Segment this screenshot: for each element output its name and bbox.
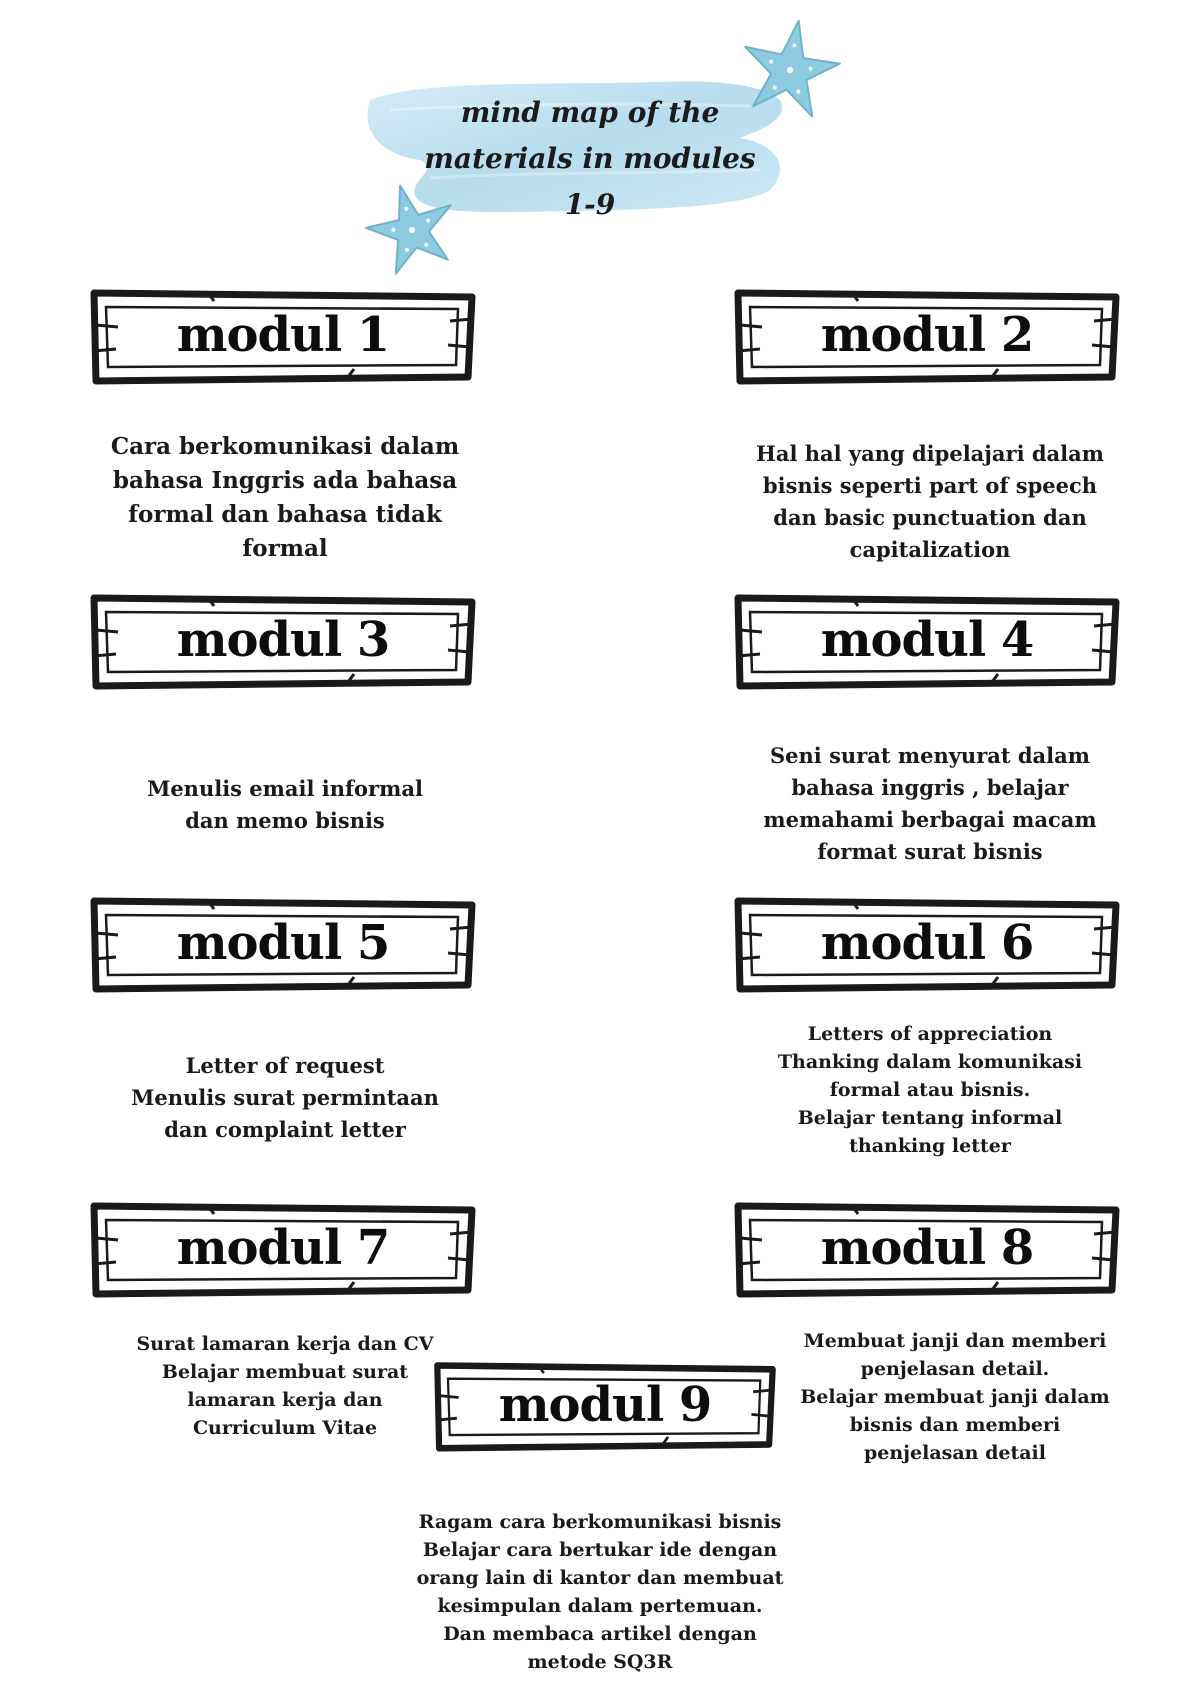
- description-line: Belajar membuat janji dalam: [800, 1386, 1110, 1408]
- description-line: lamaran kerja dan: [187, 1389, 383, 1411]
- description-line: bisnis dan memberi: [849, 1414, 1061, 1436]
- description-line: penjelasan detail.: [860, 1358, 1050, 1380]
- description-line: Belajar membuat surat: [161, 1361, 409, 1383]
- module-banner-8: [732, 1198, 1122, 1298]
- description-line: Belajar cara bertukar ide dengan: [422, 1539, 778, 1561]
- module-title: modul 4: [820, 612, 1034, 668]
- description-line: Belajar tentang informal: [797, 1107, 1063, 1129]
- module-title: modul 1: [176, 307, 390, 363]
- module-title: modul 9: [498, 1377, 712, 1433]
- description-line: Ragam cara berkomunikasi bisnis: [418, 1511, 782, 1533]
- module-title: modul 6: [820, 915, 1034, 971]
- starfish-icon: [362, 180, 462, 280]
- title-line: materials in modules: [424, 142, 756, 175]
- description-line: Surat lamaran kerja dan CV: [136, 1333, 434, 1355]
- module-banner-1: [88, 285, 478, 385]
- module-banner-6: [732, 893, 1122, 993]
- module-description-6: [720, 1020, 1140, 1160]
- description-line: metode SQ3R: [527, 1651, 673, 1673]
- module-description-4: [720, 740, 1140, 868]
- description-line: penjelasan detail: [863, 1442, 1046, 1464]
- description-line: Menulis email informal: [147, 776, 423, 801]
- title-line: mind map of the: [460, 96, 720, 129]
- module-title: modul 2: [820, 307, 1034, 363]
- module-description-5: [80, 1050, 490, 1146]
- description-line: Membuat janji dan memberi: [803, 1330, 1107, 1352]
- description-line: bisnis seperti part of speech: [762, 473, 1098, 498]
- description-line: capitalization: [849, 537, 1011, 562]
- module-banner-9: [432, 1358, 778, 1452]
- module-description-3: [80, 773, 490, 837]
- description-line: dan complaint letter: [164, 1117, 406, 1142]
- module-title: modul 5: [176, 915, 390, 971]
- description-line: memahami berbagai macam: [763, 807, 1097, 832]
- module-title: modul 8: [820, 1220, 1034, 1276]
- description-line: Curriculum Vitae: [192, 1417, 378, 1439]
- description-line: format surat bisnis: [817, 839, 1043, 864]
- module-description-1: [80, 430, 490, 566]
- module-banner-2: [732, 285, 1122, 385]
- module-banner-4: [732, 590, 1122, 690]
- description-line: thanking letter: [849, 1135, 1011, 1157]
- module-description-2: [720, 438, 1140, 566]
- description-line: Letter of request: [185, 1053, 385, 1078]
- description-line: formal dan bahasa tidak: [128, 501, 442, 528]
- description-line: orang lain di kantor dan membuat: [416, 1567, 784, 1589]
- description-line: formal atau bisnis.: [829, 1079, 1031, 1101]
- module-banner-5: [88, 893, 478, 993]
- module-title: modul 7: [176, 1220, 390, 1276]
- description-line: bahasa inggris , belajar: [791, 775, 1069, 800]
- description-line: formal: [242, 535, 328, 562]
- module-banner-7: [88, 1198, 478, 1298]
- module-description-9: [390, 1508, 810, 1676]
- title-line: 1-9: [564, 188, 616, 221]
- description-line: bahasa Inggris ada bahasa: [112, 467, 458, 494]
- description-line: dan memo bisnis: [185, 808, 385, 833]
- description-line: Dan membaca artikel dengan: [443, 1623, 757, 1645]
- description-line: Menulis surat permintaan: [131, 1085, 439, 1110]
- module-description-7: [110, 1330, 460, 1442]
- description-line: Hal hal yang dipelajari dalam: [756, 441, 1104, 466]
- starfish-icon: [735, 15, 845, 125]
- description-line: Thanking dalam komunikasi: [777, 1051, 1083, 1073]
- module-title: modul 3: [176, 612, 390, 668]
- description-line: Seni surat menyurat dalam: [770, 743, 1090, 768]
- module-banner-3: [88, 590, 478, 690]
- description-line: Cara berkomunikasi dalam: [110, 433, 460, 460]
- description-line: kesimpulan dalam pertemuan.: [437, 1595, 763, 1617]
- description-line: Letters of appreciation: [807, 1023, 1053, 1045]
- page-title: [420, 90, 760, 228]
- module-description-8: [790, 1327, 1120, 1467]
- description-line: dan basic punctuation dan: [773, 505, 1087, 530]
